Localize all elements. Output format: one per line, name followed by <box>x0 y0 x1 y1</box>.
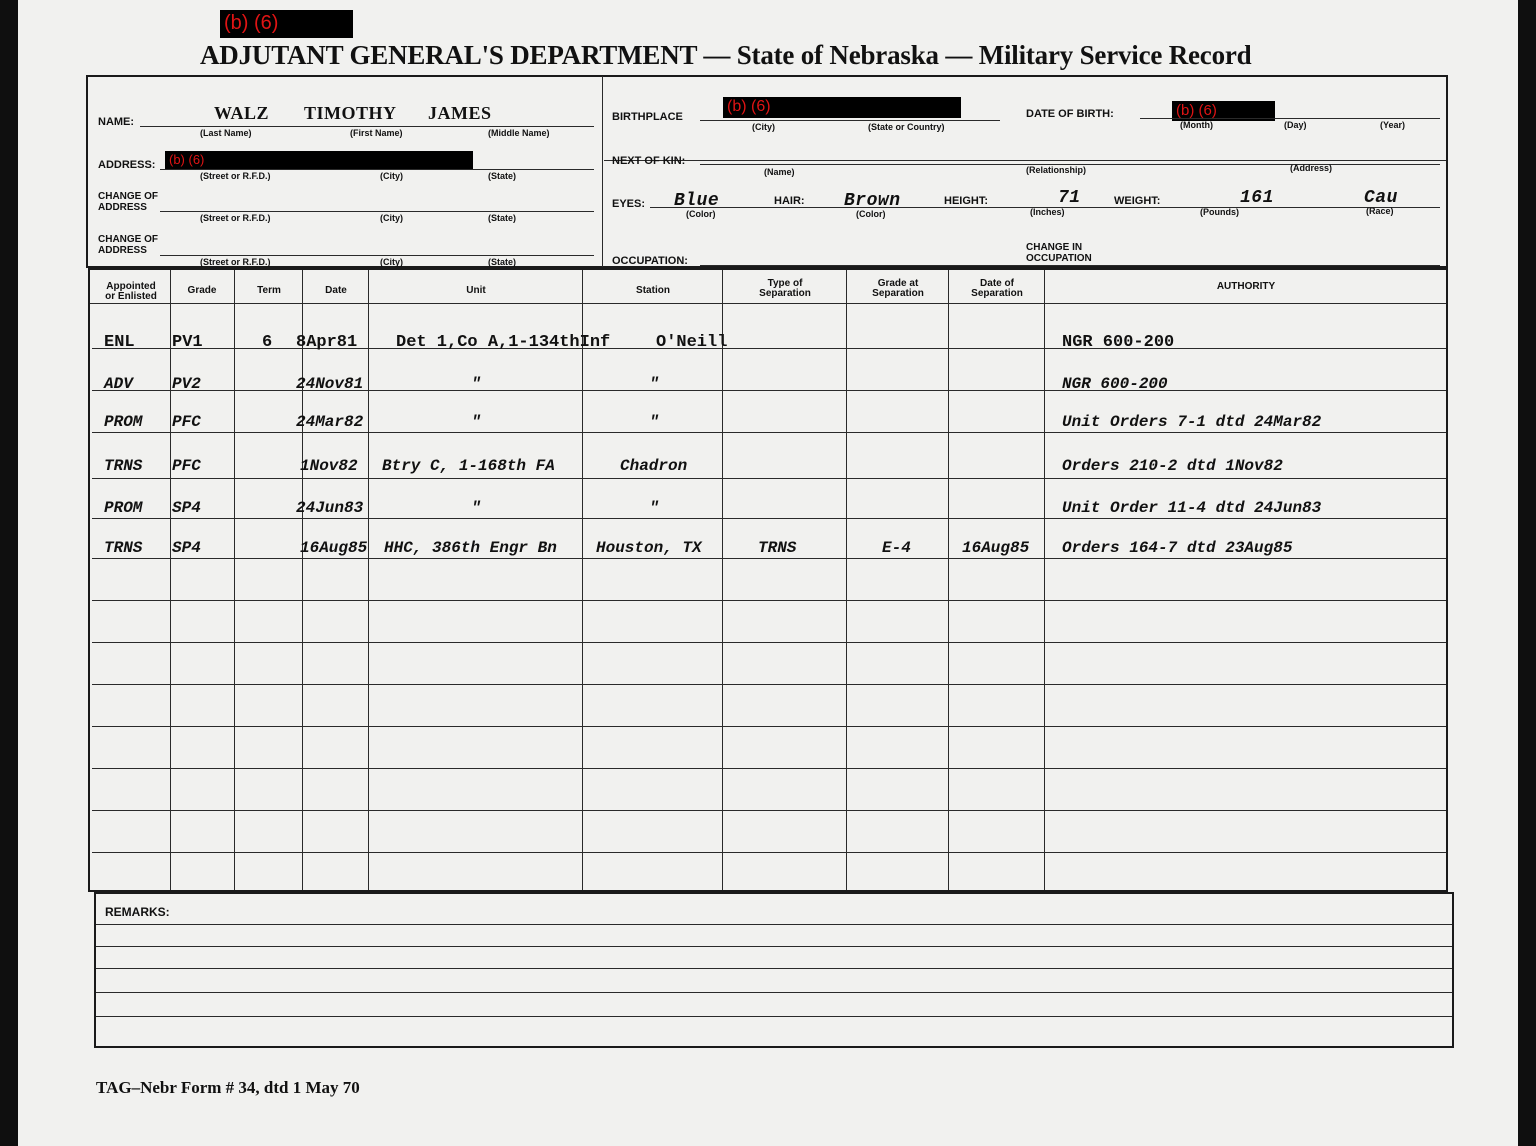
change-address-label-2: CHANGE OF ADDRESS <box>98 234 158 256</box>
height-value: 71 <box>1058 188 1081 208</box>
table-column-divider <box>948 270 949 890</box>
record-station: " <box>649 499 659 517</box>
name-label: NAME: <box>98 116 135 128</box>
record-action: PROM <box>104 413 143 431</box>
table-column-divider <box>722 270 723 890</box>
document-title: ADJUTANT GENERAL'S DEPARTMENT — State of Nebraska — Military Service Record <box>200 40 1252 70</box>
height-label: HEIGHT: <box>944 195 988 207</box>
record-grade: SP4 <box>172 499 201 517</box>
col-appointed: Appointed or Enlisted <box>105 281 157 302</box>
record-grade: PFC <box>172 413 201 431</box>
kin-address-caption: (Address) <box>1290 163 1333 173</box>
record-type-sep: TRNS <box>758 539 797 557</box>
hair-color-caption: (Color) <box>856 209 886 219</box>
redaction-dob: (b) (6) <box>1172 101 1275 121</box>
service-records-table <box>88 268 1448 892</box>
record-authority: NGR 600-200 <box>1062 375 1168 393</box>
next-of-kin-label: NEXT OF KIN: <box>612 155 686 167</box>
bp-city-caption: (City) <box>752 122 775 132</box>
record-grade-sep: E-4 <box>882 539 911 557</box>
middle-name-caption: (Middle Name) <box>488 128 550 138</box>
table-row-divider <box>92 768 1446 769</box>
last-name: WALZ <box>214 103 270 123</box>
record-action: ADV <box>104 375 133 393</box>
record-station: Chadron <box>620 457 688 475</box>
table-row-divider <box>92 810 1446 811</box>
record-authority: Orders 164-7 dtd 23Aug85 <box>1062 539 1293 557</box>
record-action: PROM <box>104 499 143 517</box>
table-column-divider <box>170 270 171 890</box>
redaction-address: (b) (6) <box>165 151 473 169</box>
table-row-divider <box>92 432 1446 433</box>
record-date: 24Jun83 <box>296 499 364 517</box>
dob-label: DATE OF BIRTH: <box>1026 108 1114 120</box>
kin-name-caption: (Name) <box>764 167 795 177</box>
street-caption-3: (Street or R.F.D.) <box>200 257 271 267</box>
record-grade: PFC <box>172 457 201 475</box>
pounds-caption: (Pounds) <box>1200 207 1239 217</box>
record-date: 1Nov82 <box>300 457 358 475</box>
state-caption: (State) <box>488 171 517 181</box>
record-unit: HHC, 386th Engr Bn <box>384 539 557 557</box>
record-date: 24Nov81 <box>296 375 364 393</box>
record-unit: " <box>471 413 481 431</box>
redaction-top: (b) (6) <box>220 10 353 38</box>
record-authority: Unit Order 11-4 dtd 24Jun83 <box>1062 499 1322 517</box>
record-authority: Unit Orders 7-1 dtd 24Mar82 <box>1062 413 1322 431</box>
record-unit: Btry C, 1-168th FA <box>382 457 555 475</box>
col-grade-separation: Grade at Separation <box>872 278 924 299</box>
remarks-box <box>94 892 1454 1048</box>
city-caption-2: (City) <box>380 213 403 223</box>
street-caption: (Street or R.F.D.) <box>200 171 271 181</box>
table-row-divider <box>92 558 1446 559</box>
table-column-divider <box>368 270 369 890</box>
weight-value: 161 <box>1240 188 1274 208</box>
record-action: ENL <box>104 333 135 352</box>
record-unit: " <box>471 499 481 517</box>
day-caption: (Day) <box>1284 120 1307 130</box>
table-row-divider <box>92 600 1446 601</box>
first-name: TIMOTHY <box>304 103 397 123</box>
eyes-color-caption: (Color) <box>686 209 716 219</box>
city-caption-3: (City) <box>380 257 403 267</box>
record-authority: NGR 600-200 <box>1062 333 1175 352</box>
year-caption: (Year) <box>1380 120 1406 130</box>
eyes-value: Blue <box>674 191 720 211</box>
table-row-divider <box>92 852 1446 853</box>
record-date: 24Mar82 <box>296 413 364 431</box>
eyes-label: EYES: <box>612 198 646 210</box>
record-date-sep: 16Aug85 <box>962 539 1030 557</box>
first-name-caption: (First Name) <box>350 128 403 138</box>
table-column-divider <box>582 270 583 890</box>
middle-name: JAMES <box>428 103 492 123</box>
col-term: Term <box>257 285 281 296</box>
table-column-divider <box>234 270 235 890</box>
redaction-birthplace: (b) (6) <box>723 97 961 118</box>
col-station: Station <box>636 285 670 296</box>
record-station: " <box>649 375 659 393</box>
col-authority: AUTHORITY <box>1216 281 1276 292</box>
hair-label: HAIR: <box>774 195 805 207</box>
last-name-caption: (Last Name) <box>200 128 252 138</box>
table-column-divider <box>302 270 303 890</box>
record-grade: PV2 <box>172 375 201 393</box>
record-authority: Orders 210-2 dtd 1Nov82 <box>1062 457 1283 475</box>
col-type-separation: Type of Separation <box>759 278 811 299</box>
state-caption-3: (State) <box>488 257 517 267</box>
street-caption-2: (Street or R.F.D.) <box>200 213 271 223</box>
table-row-divider <box>92 642 1446 643</box>
change-occupation-label: CHANGE IN OCCUPATION <box>1026 242 1092 264</box>
col-grade: Grade <box>187 285 217 296</box>
record-grade: SP4 <box>172 539 201 557</box>
col-date: Date <box>325 285 347 296</box>
table-row-divider <box>92 518 1446 519</box>
race-value: Cau <box>1364 188 1398 208</box>
table-row-divider <box>92 478 1446 479</box>
kin-relationship-caption: (Relationship) <box>1026 165 1086 175</box>
table-row-divider <box>92 684 1446 685</box>
col-date-separation: Date of Separation <box>971 278 1023 299</box>
bp-state-caption: (State or Country) <box>868 122 945 132</box>
record-station: O'Neill <box>656 333 728 352</box>
table-column-divider <box>846 270 847 890</box>
record-grade: PV1 <box>172 333 203 352</box>
state-caption-2: (State) <box>488 213 517 223</box>
weight-label: WEIGHT: <box>1114 195 1161 207</box>
header-divider <box>602 76 603 267</box>
record-unit: Det 1,Co A,1-134thInf <box>396 333 611 352</box>
city-caption: (City) <box>380 171 403 181</box>
birthplace-label: BIRTHPLACE <box>612 111 683 123</box>
record-station: Houston, TX <box>596 539 702 557</box>
month-caption: (Month) <box>1180 120 1213 130</box>
record-date: 8Apr81 <box>296 333 358 352</box>
record-action: TRNS <box>104 539 143 557</box>
race-caption: (Race) <box>1366 206 1394 216</box>
inches-caption: (Inches) <box>1030 207 1065 217</box>
record-station: " <box>649 413 659 431</box>
table-column-divider <box>1044 270 1045 890</box>
occupation-label: OCCUPATION: <box>612 255 688 267</box>
table-row-divider <box>92 726 1446 727</box>
record-term: 6 <box>262 333 273 352</box>
remarks-label: REMARKS: <box>105 905 170 919</box>
hair-value: Brown <box>844 191 901 211</box>
address-label: ADDRESS: <box>98 159 156 171</box>
form-footer: TAG–Nebr Form # 34, dtd 1 May 70 <box>96 1078 360 1097</box>
record-action: TRNS <box>104 457 143 475</box>
record-unit: " <box>471 375 481 393</box>
record-date: 16Aug85 <box>300 539 368 557</box>
change-address-label: CHANGE OF ADDRESS <box>98 191 158 213</box>
col-unit: Unit <box>466 285 486 296</box>
